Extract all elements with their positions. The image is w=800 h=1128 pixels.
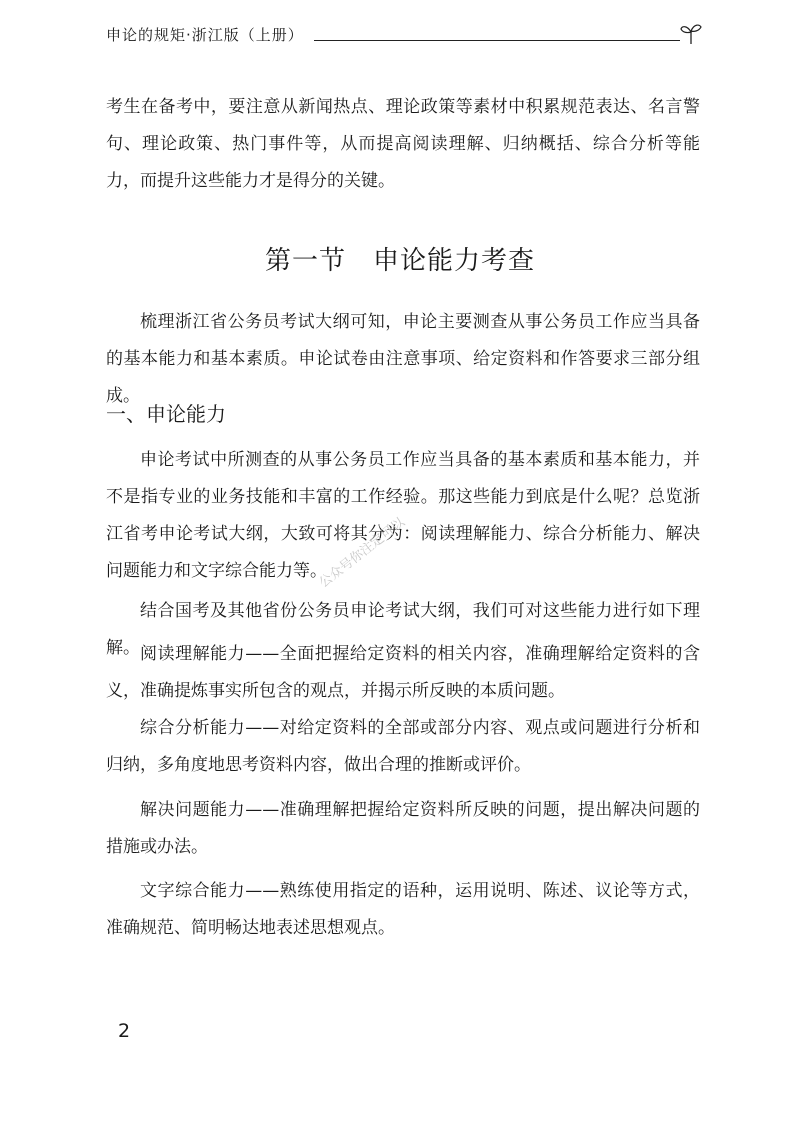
intro-paragraph: 考生在备考中，要注意从新闻热点、理论政策等素材中积累规范表达、名言警句、理论政策、热门事件等，从而提高阅读理解、归纳概括、综合分析等能力，而提升这些能力才是得分的关键。 bbox=[106, 97, 700, 191]
sprout-icon bbox=[680, 22, 702, 46]
header-rule bbox=[314, 40, 680, 41]
paragraph-reading-comprehension: 阅读理解能力——全面把握给定资料的相关内容，准确理解给定资料的含义，准确提炼事实所包含的观点，并揭示所反映的本质问题。 bbox=[106, 644, 700, 701]
watermark: 公众号你注定可以 bbox=[316, 515, 408, 591]
running-header-title: 申论的规矩·浙江版（上册） bbox=[106, 26, 304, 44]
paragraph-ability-overview: 申论考试中所测查的从事公务员工作应当具备的基本素质和基本能力，并不是指专业的业务技能和丰富的工作经验。那这些能力到底是什么呢？总览浙江省考申论考试大纲，大致可将其分为：阅读理解能力、综合分析能力、解决问题能力和文字综合能力等。 bbox=[106, 450, 700, 581]
paragraph-problem-solving: 解决问题能力——准确理解把握给定资料所反映的问题，提出解决问题的措施或办法。 bbox=[106, 800, 700, 857]
paragraph-ability-understanding: 结合国考及其他省份公务员申论考试大纲，我们可对这些能力进行如下理解。 bbox=[106, 601, 700, 658]
section-title: 第一节 申论能力考查 bbox=[264, 246, 535, 276]
subsection-title: 一、申论能力 bbox=[106, 402, 226, 426]
section-intro-paragraph: 梳理浙江省公务员考试大纲可知，申论主要测查从事公务员工作应当具备的基本能力和基本素质。申论试卷由注意事项、给定资料和作答要求三部分组成。 bbox=[106, 312, 700, 406]
paragraph-comprehensive-analysis: 综合分析能力——对给定资料的全部或部分内容、观点或问题进行分析和归纳，多角度地思考资料内容，做出合理的推断或评价。 bbox=[106, 718, 700, 775]
paragraph-writing-ability: 文字综合能力——熟练使用指定的语种，运用说明、陈述、议论等方式，准确规范、简明畅达地表述思想观点。 bbox=[106, 881, 700, 938]
page-number: 2 bbox=[118, 1020, 131, 1042]
running-header bbox=[106, 24, 702, 48]
